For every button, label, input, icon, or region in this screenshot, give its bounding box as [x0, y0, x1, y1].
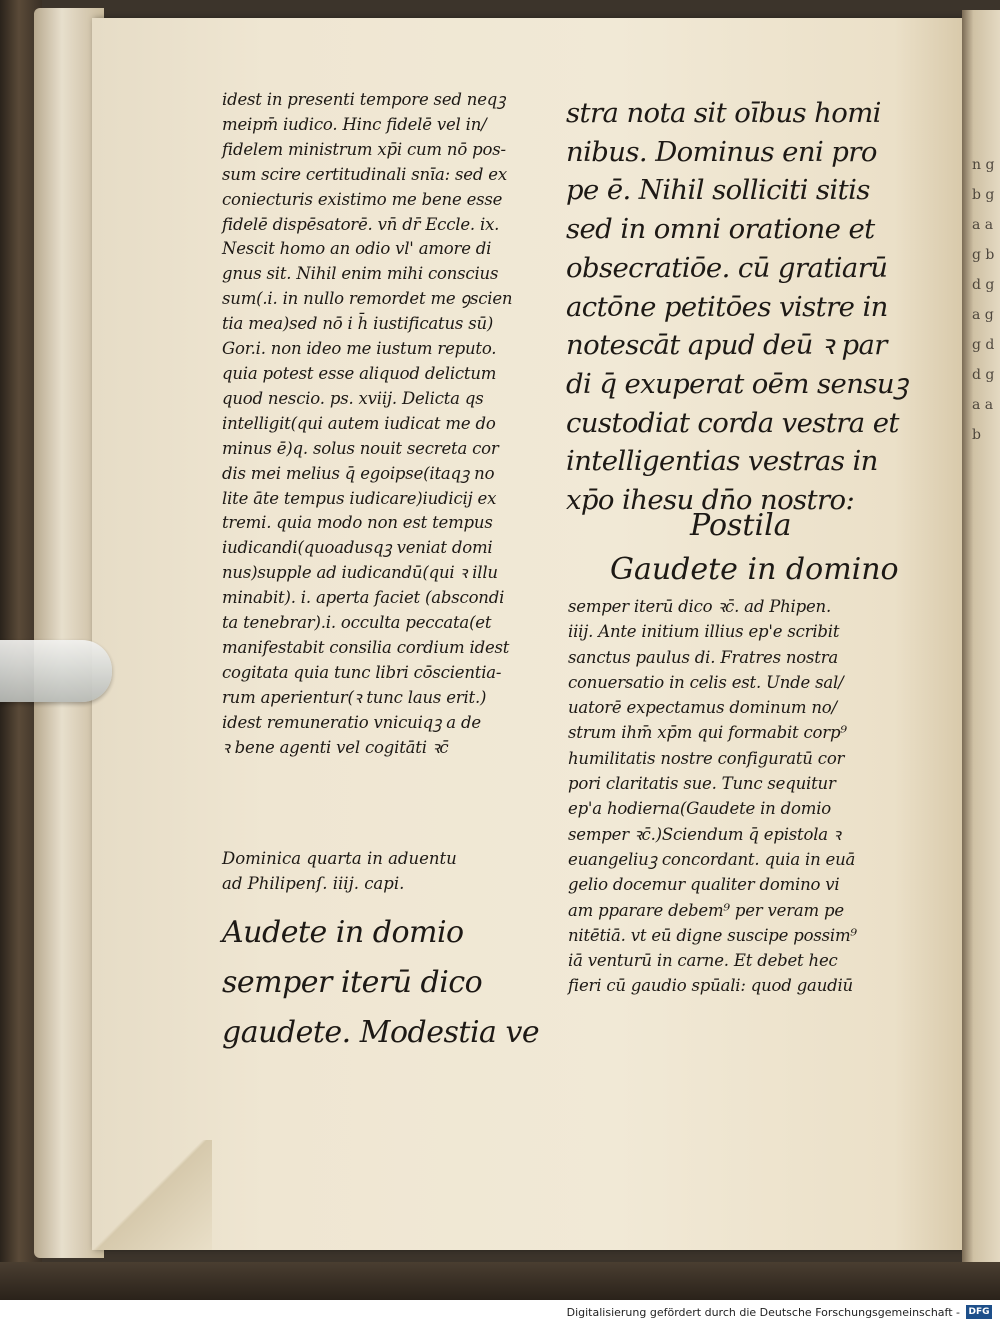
text-line: gelio docemur qualiter domino vi: [568, 875, 840, 895]
text-line: Nescit homo an odio vl' amore di: [222, 239, 492, 259]
text-line: manifestabit consilia cordium idest: [222, 637, 510, 657]
text-line: ta tenebrar).i. occulta peccata(et: [222, 613, 492, 633]
large-text-line: intelligentias vestras in: [566, 445, 878, 478]
large-text-line: gaudete. Modestia ve: [222, 1015, 540, 1050]
text-line: gnus sit. Nihil enim mihi conscius: [222, 264, 499, 284]
page-clip: [0, 640, 112, 702]
subheading-line: Dominica quarta in aduentu: [222, 849, 457, 868]
text-line: ꝛ bene agenti vel cogitāti ꝛc̄: [222, 737, 449, 757]
text-line: strum ihm̄ xp̄m qui formabit corp⁹: [568, 723, 847, 743]
right-column-large-text: [566, 94, 936, 520]
large-text-line: sed in omni oratione et: [566, 213, 875, 246]
left-column-subheading: [222, 846, 562, 896]
large-text-line: semper iterū dico: [222, 965, 483, 1000]
text-line: quia potest esse aliquod delictum: [222, 363, 497, 383]
text-line: semper ꝛc̄.)Sciendum q̄ epistola ꝛ: [568, 824, 841, 844]
large-text-line: actōne petitōes vistre in: [566, 290, 888, 323]
dfg-logo: DFG: [966, 1305, 992, 1319]
text-line: sum(.i. in nullo remordet me ꝯscien: [222, 289, 513, 309]
text-line: ep'a hodierna(Gaudete in domio: [568, 799, 832, 819]
text-line: pori claritatis sue. Tunc sequitur: [568, 774, 836, 794]
text-line: iā venturū in carne. Et debet hec: [568, 951, 838, 971]
text-line: quod nescio. ps. xviij. Delicta qs: [222, 388, 484, 408]
facing-page-text-fragment: n g b g a a g b d g a g g d d g a a b: [972, 157, 995, 443]
text-line: idest in presenti tempore sed neqꝫ: [222, 90, 506, 109]
text-line: lite āte tempus iudicare)iudicij ex: [222, 488, 497, 508]
text-line: nitētiā. vt eū digne suscipe possim⁹: [568, 925, 857, 945]
text-line: fidelem ministrum xp̄i cum nō pos-: [222, 139, 506, 159]
text-line: iudicandi(quoadusqꝫ veniat domi: [222, 538, 493, 558]
text-line: meipm̄ iudico. Hinc fidelē vel in/: [222, 114, 487, 134]
text-line: idest remuneratio vnicuiqꝫ a de: [222, 712, 481, 732]
large-text-line: di q̄ exuperat oēm sensuꝫ: [566, 367, 908, 400]
large-text-line: nibus. Dominus eni pro: [566, 135, 877, 168]
large-text-line: pe ē. Nihil solliciti sitis: [566, 174, 870, 207]
text-line: am pparare debem⁹ per veram pe: [568, 900, 844, 920]
text-line: nus)supple ad iudicandū(qui ꝛ illu: [222, 563, 498, 583]
page-fold: [92, 1140, 212, 1250]
text-line: Gor.i. non ideo me iustum reputo.: [222, 339, 497, 359]
large-text-line: obsecratiōe. cū gratiarū: [566, 251, 888, 284]
text-line: rum aperientur(ꝛ tunc laus erit.): [222, 687, 487, 707]
text-line: humilitatis nostre configuratū cor: [568, 748, 845, 768]
footer-credit: Digitalisierung gefördert durch die Deutsche Forschungsgemeinschaft -: [566, 1306, 960, 1319]
large-text-line: custodiat corda vestra et: [566, 406, 899, 439]
heading-gaudete: Gaudete in domino: [610, 552, 899, 587]
heading-postila: Postila: [690, 508, 792, 543]
text-line: uatorē expectamus dominum no/: [568, 698, 837, 718]
large-text-line: stra nota sit oībus homi: [566, 97, 881, 129]
right-column-text: [568, 594, 928, 999]
text-line: intelligit(qui autem iudicat me do: [222, 413, 496, 433]
text-line: iiij. Ante initium illius ep'e scribit: [568, 622, 840, 642]
large-text-line: xp̄o ihesu dn̄o nostro:: [566, 484, 855, 517]
subheading-line: ad Philipenſ. iiij. capi.: [222, 874, 405, 893]
text-line: minus ē)q. solus nouit secreta cor: [222, 438, 499, 458]
text-line: coniecturis existimo me bene esse: [222, 189, 503, 209]
text-line: minabit). i. aperta faciet (abscondi: [222, 588, 505, 608]
text-line: fidelē dispēsatorē. vn̄ dr̄ Eccle. ix.: [222, 214, 500, 234]
text-line: fieri cū gaudio spūali: quod gaudiū: [568, 976, 853, 996]
text-line: euangeliuꝫ concordant. quia in euā: [568, 849, 856, 869]
text-line: tremi. quia modo non est tempus: [222, 513, 493, 533]
text-line: conuersatio in celis est. Unde sal/: [568, 672, 844, 692]
left-column-large-text: [222, 908, 572, 1058]
book-bottom-edge: [0, 1262, 1000, 1300]
text-line: sum scire certitudinali snīa: sed ex: [222, 164, 507, 184]
text-line: sanctus paulus di. Fratres nostra: [568, 647, 839, 667]
text-line: cogitata quia tunc libri cōscientia-: [222, 662, 502, 682]
left-column-text: [222, 88, 562, 760]
text-line: dis mei melius q̄ egoipse(itaqꝫ no: [222, 463, 495, 483]
text-line: semper iterū dico ꝛc̄. ad Phipen.: [568, 597, 832, 616]
large-text-line: notescāt apud deū ꝛ par: [566, 329, 887, 362]
text-line: tia mea)sed nō i h̄ iustificatus sū): [222, 314, 494, 334]
large-text-line: Audete in domio: [222, 915, 464, 950]
